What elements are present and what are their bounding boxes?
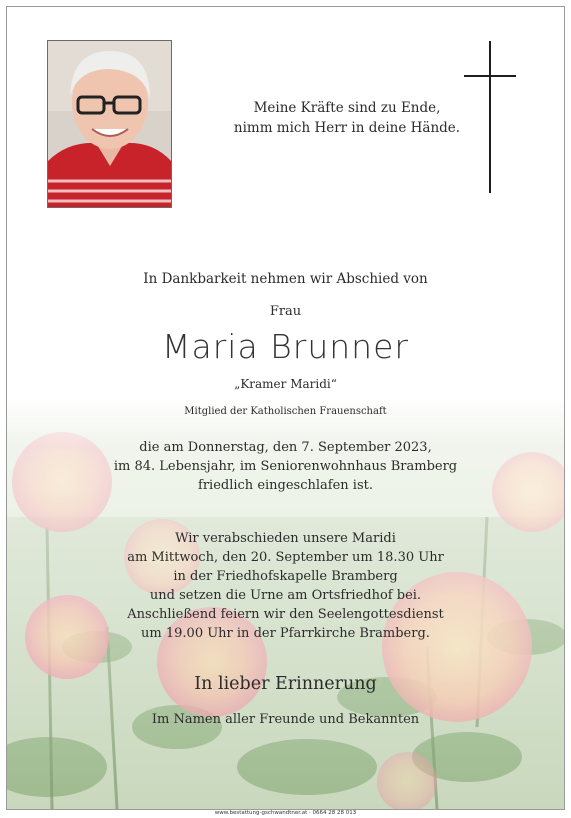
portrait-photo: [47, 40, 172, 208]
service-line: Wir verabschieden unsere Maridi: [175, 531, 396, 546]
death-notice: [7, 438, 564, 495]
service-line: Anschließend feiern wir den Seelengottesdienst: [127, 607, 444, 622]
service-details: [7, 529, 564, 643]
verse-line: nimm mich Herr in deine Hände.: [233, 120, 461, 136]
footer-contact: www.bestattung-gschwandtner.at · 0664 28 28 013: [214, 810, 357, 816]
verse-line: Meine Kräfte sind zu Ende,: [253, 100, 441, 116]
service-line: und setzen die Urne am Ortsfriedhof bei.: [149, 588, 422, 603]
memory-heading: In lieber Erinnerung: [194, 674, 377, 694]
service-line: in der Friedhofskapelle Bramberg: [173, 569, 398, 584]
service-line: am Mittwoch, den 20. September um 18.30 Uhr: [127, 550, 444, 565]
signed-by: Im Namen aller Freunde und Bekannten: [151, 712, 420, 727]
cross-icon-horizontal: [464, 75, 516, 77]
intro-text: In Dankbarkeit nehmen wir Abschied von: [143, 271, 428, 287]
deceased-name: Maria Brunner: [162, 327, 409, 366]
membership: Mitglied der Katholischen Frauenschaft: [184, 406, 387, 417]
death-notice-line: die am Donnerstag, den 7. September 2023,: [139, 440, 432, 455]
verse: [217, 98, 477, 138]
cross-icon-vertical: [489, 41, 491, 193]
obituary-card: [6, 6, 565, 810]
service-line: um 19.00 Uhr in der Pfarrkirche Bramberg.: [141, 626, 430, 641]
death-notice-line: friedlich eingeschlafen ist.: [198, 478, 373, 493]
salutation: Frau: [269, 304, 302, 319]
death-notice-line: im 84. Lebensjahr, im Seniorenwohnhaus Bramberg: [113, 459, 458, 474]
nickname: „Kramer Maridi“: [234, 377, 337, 391]
